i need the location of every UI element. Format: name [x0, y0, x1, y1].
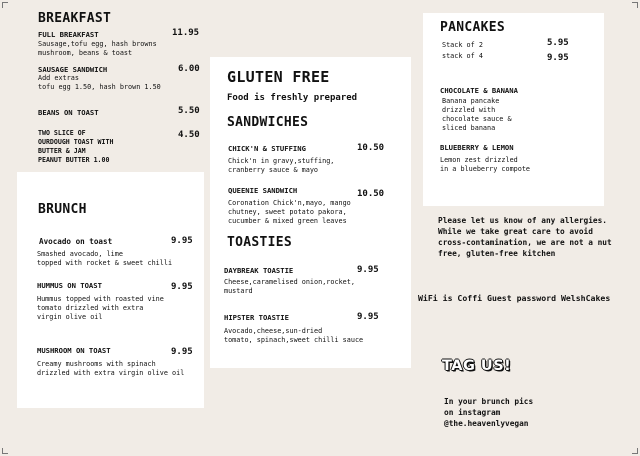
menu-item-name: BEANS ON TOAST [38, 108, 99, 117]
menu-item-name: HIPSTER TOASTIE [224, 313, 289, 322]
menu-item-desc: Smashed avocado, lime topped with rocket & sweet chilli [37, 250, 173, 267]
stack-price: 9.95 [547, 53, 569, 63]
menu-item-desc: Banana pancake drizzled with chocolate sauce & sliced banana [442, 97, 512, 132]
menu-item-desc: Chick'n in gravy,stuffing, cranberry sauce & mayo [228, 157, 335, 174]
menu-item-desc: Sausage,tofu egg, hash browns mushroom, beans & toast [38, 40, 157, 57]
menu-item-desc: Add extras tofu egg 1.50, hash brown 1.50 [38, 74, 161, 91]
gluten-free-card [210, 57, 411, 368]
allergy-note: Please let us know of any allergies. While we take great care to avoid cross-contamination, we are not a nut free, gluten-free kitchen [438, 216, 612, 258]
tag-us-text: In your brunch pics on instagram @the.heavenlyvegan [444, 397, 534, 428]
stack-price: 5.95 [547, 38, 569, 48]
crop-mark [632, 448, 638, 454]
pancakes-card [423, 13, 604, 206]
brunch-card [17, 172, 204, 408]
menu-item-name: SAUSAGE SANDWICH [38, 65, 108, 74]
menu-item-desc: Lemon zest drizzled in a blueberry compote [440, 156, 531, 173]
stack-label: Stack of 2 [442, 41, 483, 49]
menu-item-name: HUMMUS ON TOAST [37, 281, 102, 290]
gluten-free-heading: GLUTEN FREE [227, 68, 330, 86]
menu-item-price: 5.50 [178, 106, 200, 116]
menu-item-price: 4.50 [178, 130, 200, 140]
menu-item-name: MUSHROOM ON TOAST [37, 346, 111, 355]
crop-mark [2, 2, 8, 8]
menu-item-name: Avocado on toast [39, 237, 113, 246]
menu-item-name: TWO SLICE OF OURDOUGH TOAST WITH BUTTER & JAM PEANUT BUTTER 1.00 [38, 129, 114, 164]
menu-item-desc: Cheese,caramelised onion,rocket, mustard [224, 278, 355, 295]
menu-item-price: 9.95 [171, 347, 193, 357]
menu-item-price: 9.95 [171, 236, 193, 246]
menu-item-desc: Avocado,cheese,sun-dried tomato, spinach,sweet chilli sauce [224, 327, 364, 344]
menu-item-name: CHICK'N & STUFFING [228, 144, 306, 153]
menu-item-price: 9.95 [357, 312, 379, 322]
sandwiches-heading: SANDWICHES [227, 115, 309, 130]
menu-item-desc: Hummus topped with roasted vine tomato drizzled with extra virgin olive oil [37, 295, 164, 321]
menu-item-desc: Coronation Chick'n,mayo, mango chutney, sweet potato pakora, cucumber & mixed green leaves [228, 199, 351, 225]
menu-item-name: QUEENIE SANDWICH [228, 186, 298, 195]
gluten-free-subheading: Food is freshly prepared [227, 93, 358, 103]
toasties-heading: TOASTIES [227, 235, 293, 250]
menu-item-price: 9.95 [171, 282, 193, 292]
menu-item-price: 6.00 [178, 64, 200, 74]
wifi-note: WiFi is Coffi Guest password WelshCakes [418, 293, 611, 303]
menu-item-name: CHOCOLATE & BANANA [440, 86, 518, 95]
brunch-heading: BRUNCH [38, 202, 87, 217]
menu-item-price: 11.95 [172, 28, 200, 38]
menu-item-name: FULL BREAKFAST [38, 30, 99, 39]
pancakes-heading: PANCAKES [440, 20, 506, 35]
crop-mark [2, 448, 8, 454]
breakfast-heading: BREAKFAST [38, 11, 112, 26]
menu-item-price: 9.95 [357, 265, 379, 275]
menu-item-name: DAYBREAK TOASTIE [224, 266, 294, 275]
tag-us-heading: TAG US! [442, 358, 512, 374]
menu-item-desc: Creamy mushrooms with spinach drizzled with extra virgin olive oil [37, 360, 185, 377]
stack-label: stack of 4 [442, 52, 483, 60]
menu-item-price: 10.50 [357, 143, 385, 153]
crop-mark [632, 2, 638, 8]
menu-item-name: BLUEBERRY & LEMON [440, 143, 514, 152]
menu-item-price: 10.50 [357, 189, 385, 199]
